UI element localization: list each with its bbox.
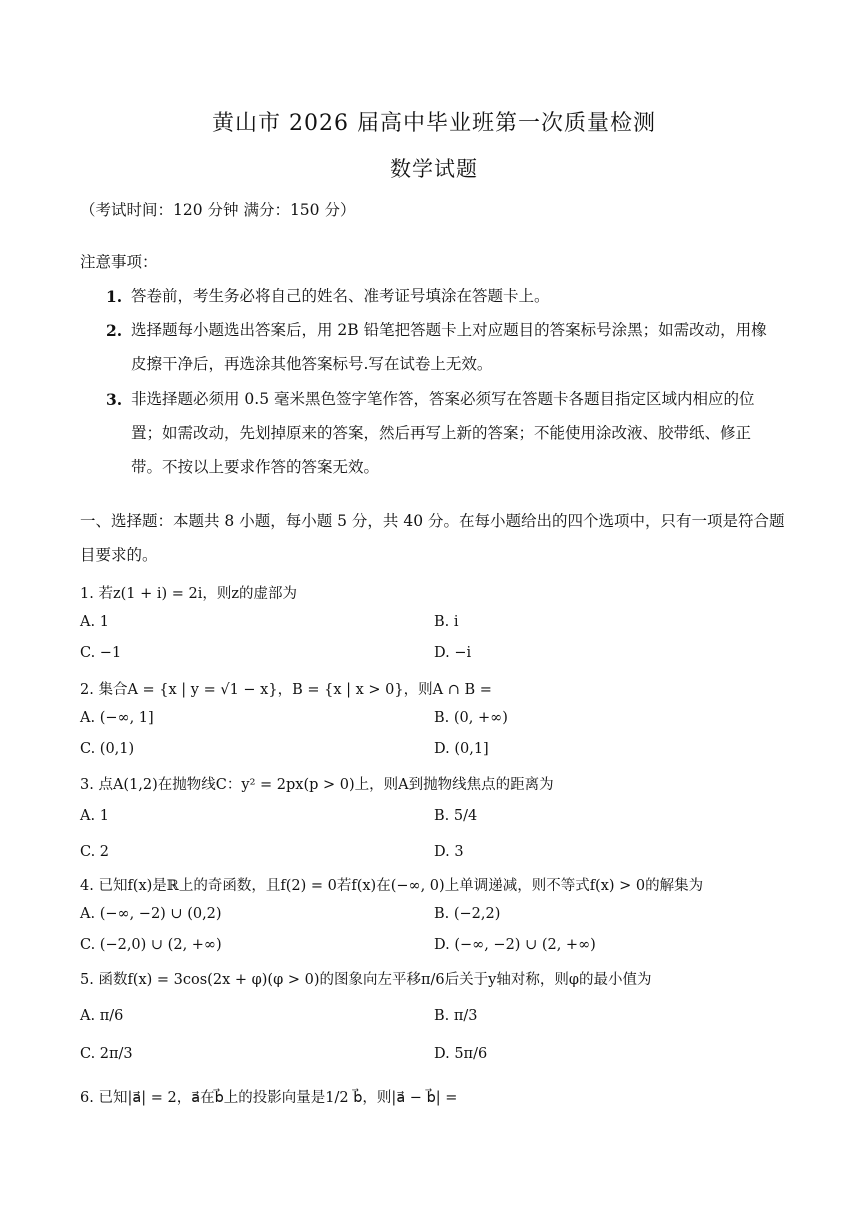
option-d: D. (−∞, −2) ∪ (2, +∞)	[434, 937, 596, 953]
option-a: A. 1	[80, 614, 109, 630]
question-stem: 1. 若z(1 + i) = 2i，则z的虚部为	[80, 586, 297, 602]
question-stem: 6. 已知|a⃗| = 2，a⃗在b⃗上的投影向量是1/2 b⃗，则|a⃗ − b⃗| =	[80, 1090, 458, 1106]
option-b: B. π/3	[434, 1008, 478, 1024]
exam-info: （考试时间：120 分钟 满分：150 分）	[80, 201, 356, 219]
question-stem: 5. 函数f(x) = 3cos(2x + φ)(φ > 0)的图象向左平移π/6后关于y轴对称，则φ的最小值为	[80, 972, 652, 988]
option-d: D. 3	[434, 844, 464, 860]
option-a: A. (−∞, 1]	[80, 710, 154, 726]
option-a: A. π/6	[80, 1008, 124, 1024]
option-a: A. 1	[80, 808, 109, 824]
option-b: B. (−2,2)	[434, 906, 501, 922]
option-d: D. −i	[434, 645, 472, 661]
option-d: D. (0,1]	[434, 741, 489, 757]
notice-item-text: 选择题每小题选出答案后，用 2B 铅笔把答题卡上对应题目的答案标号涂黑；如需改动，用橡皮擦干净后，再选涂其他答案标号.写在试卷上无效。	[131, 321, 767, 373]
notice-item-number: 1.	[106, 287, 123, 306]
option-c: C. (−2,0) ∪ (2, +∞)	[80, 937, 222, 953]
option-c: C. (0,1)	[80, 741, 135, 757]
question-stem: 3. 点A(1,2)在抛物线C：y² = 2px(p > 0)上，则A到抛物线焦点的距离为	[80, 777, 554, 793]
notice-item-number: 3.	[106, 390, 123, 409]
notice-item-text: 答卷前，考生务必将自己的姓名、准考证号填涂在答题卡上。	[131, 287, 550, 305]
option-a: A. (−∞, −2) ∪ (0,2)	[80, 906, 222, 922]
option-d: D. 5π/6	[434, 1046, 488, 1062]
notice-item-text: 非选择题必须用 0.5 毫米黑色签字笔作答，答案必须写在答题卡各题目指定区域内相应的位置；如需改动，先划掉原来的答案，然后再写上新的答案；不能使用涂改液、胶带纸、修正带。不按以上要求作答的答案无效。	[131, 390, 755, 476]
notice-item-number: 2.	[106, 321, 123, 340]
option-b: B. 5/4	[434, 808, 478, 824]
option-c: C. −1	[80, 645, 122, 661]
option-c: C. 2π/3	[80, 1046, 133, 1062]
question-stem: 2. 集合A = {x | y = √1 − x}，B = {x | x > 0}，则A ∩ B =	[80, 682, 492, 698]
exam-title: 黄山市 2026 届高中毕业班第一次质量检测	[212, 111, 656, 136]
section-heading: 一、选择题：本题共 8 小题，每小题 5 分，共 40 分。在每小题给出的四个选项中，只有一项是符合题目要求的。	[80, 512, 785, 564]
notice-heading: 注意事项：	[80, 253, 158, 271]
question-stem: 4. 已知f(x)是ℝ上的奇函数，且f(2) = 0若f(x)在(−∞, 0)上单调递减，则不等式f(x) > 0的解集为	[80, 878, 704, 894]
option-b: B. (0, +∞)	[434, 710, 508, 726]
option-b: B. i	[434, 614, 459, 630]
option-c: C. 2	[80, 844, 110, 860]
exam-subtitle: 数学试题	[390, 157, 478, 181]
